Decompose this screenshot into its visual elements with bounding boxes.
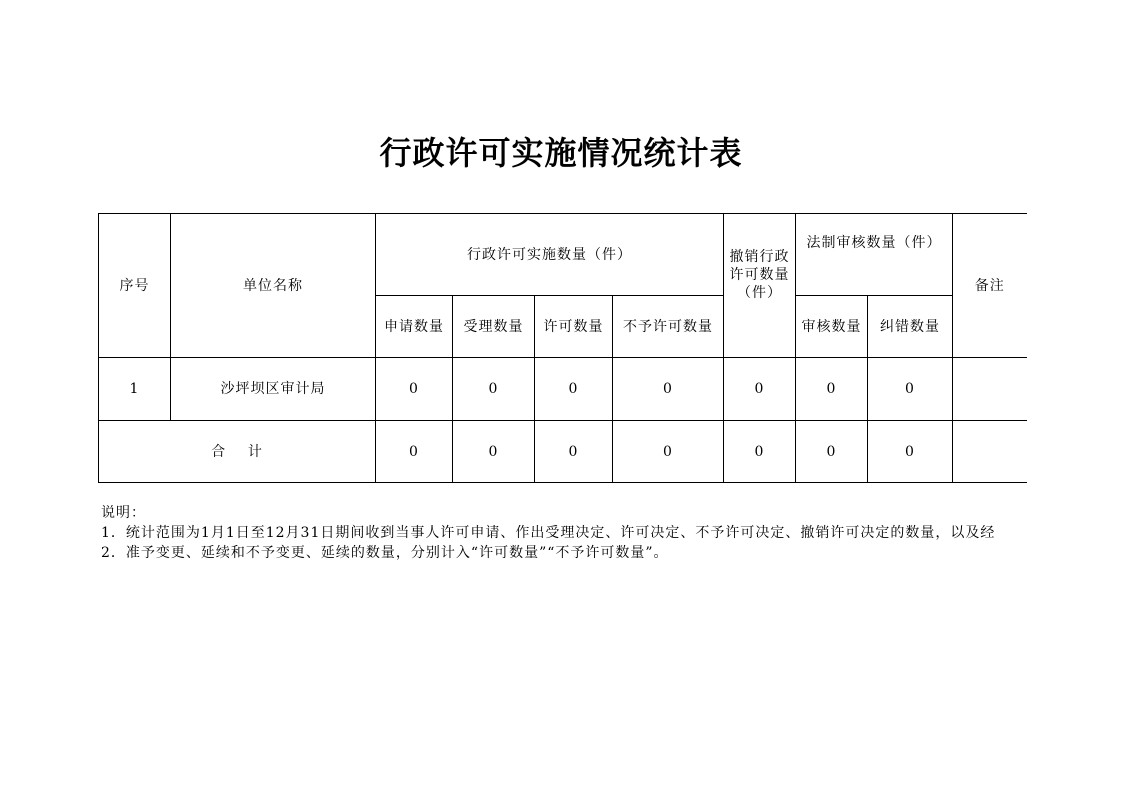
header-permit-count: 许可数量	[535, 296, 613, 358]
header-seq: 序号	[99, 214, 171, 358]
total-remarks	[953, 421, 1027, 483]
header-revoke-count	[724, 214, 796, 358]
header-row-1	[99, 214, 1027, 296]
table-row	[99, 358, 1027, 421]
total-revoke: 0	[724, 421, 796, 483]
header-revoke-line1: 撤销行政	[729, 249, 790, 265]
cell-apply: 0	[376, 358, 453, 421]
notes-line-1: 1．统计范围为1月1日至12月31日期间收到当事人许可申请、作出受理决定、许可决定、不予许可决定、撤销许可决定的数量，以及经	[101, 525, 996, 541]
total-correct: 0	[868, 421, 953, 483]
total-accept: 0	[453, 421, 535, 483]
header-apply-count: 申请数量	[376, 296, 453, 358]
total-label: 合 计	[99, 421, 376, 483]
notes-line-2: 2．准予变更、延续和不予变更、延续的数量，分别计入“许可数量”“不予许可数量”。	[101, 545, 669, 561]
statistics-table	[98, 213, 1027, 483]
header-unit-name: 单位名称	[171, 214, 376, 358]
header-correct-count: 纠错数量	[868, 296, 953, 358]
total-row	[99, 421, 1027, 483]
header-remarks: 备注	[953, 214, 1027, 358]
cell-accept: 0	[453, 358, 535, 421]
page-title: 行政许可实施情况统计表	[379, 134, 743, 172]
total-apply: 0	[376, 421, 453, 483]
cell-deny: 0	[613, 358, 724, 421]
cell-correct: 0	[868, 358, 953, 421]
cell-unit-name: 沙坪坝区审计局	[171, 358, 376, 421]
cell-review: 0	[796, 358, 868, 421]
header-revoke-line2: 许可数量	[729, 267, 790, 283]
cell-permit: 0	[535, 358, 613, 421]
notes-section	[101, 503, 1031, 563]
header-accept-count: 受理数量	[453, 296, 535, 358]
header-revoke-line3: （件）	[737, 285, 782, 301]
total-permit: 0	[535, 421, 613, 483]
header-deny-count: 不予许可数量	[613, 296, 724, 358]
total-deny: 0	[613, 421, 724, 483]
cell-revoke: 0	[724, 358, 796, 421]
total-review: 0	[796, 421, 868, 483]
notes-heading: 说明：	[101, 505, 146, 521]
header-review-count: 审核数量	[796, 296, 868, 358]
header-legal-review-group: 法制审核数量（件）	[796, 214, 953, 296]
header-implementation-group: 行政许可实施数量（件）	[376, 214, 724, 296]
cell-seq: 1	[99, 358, 171, 421]
cell-remarks	[953, 358, 1027, 421]
